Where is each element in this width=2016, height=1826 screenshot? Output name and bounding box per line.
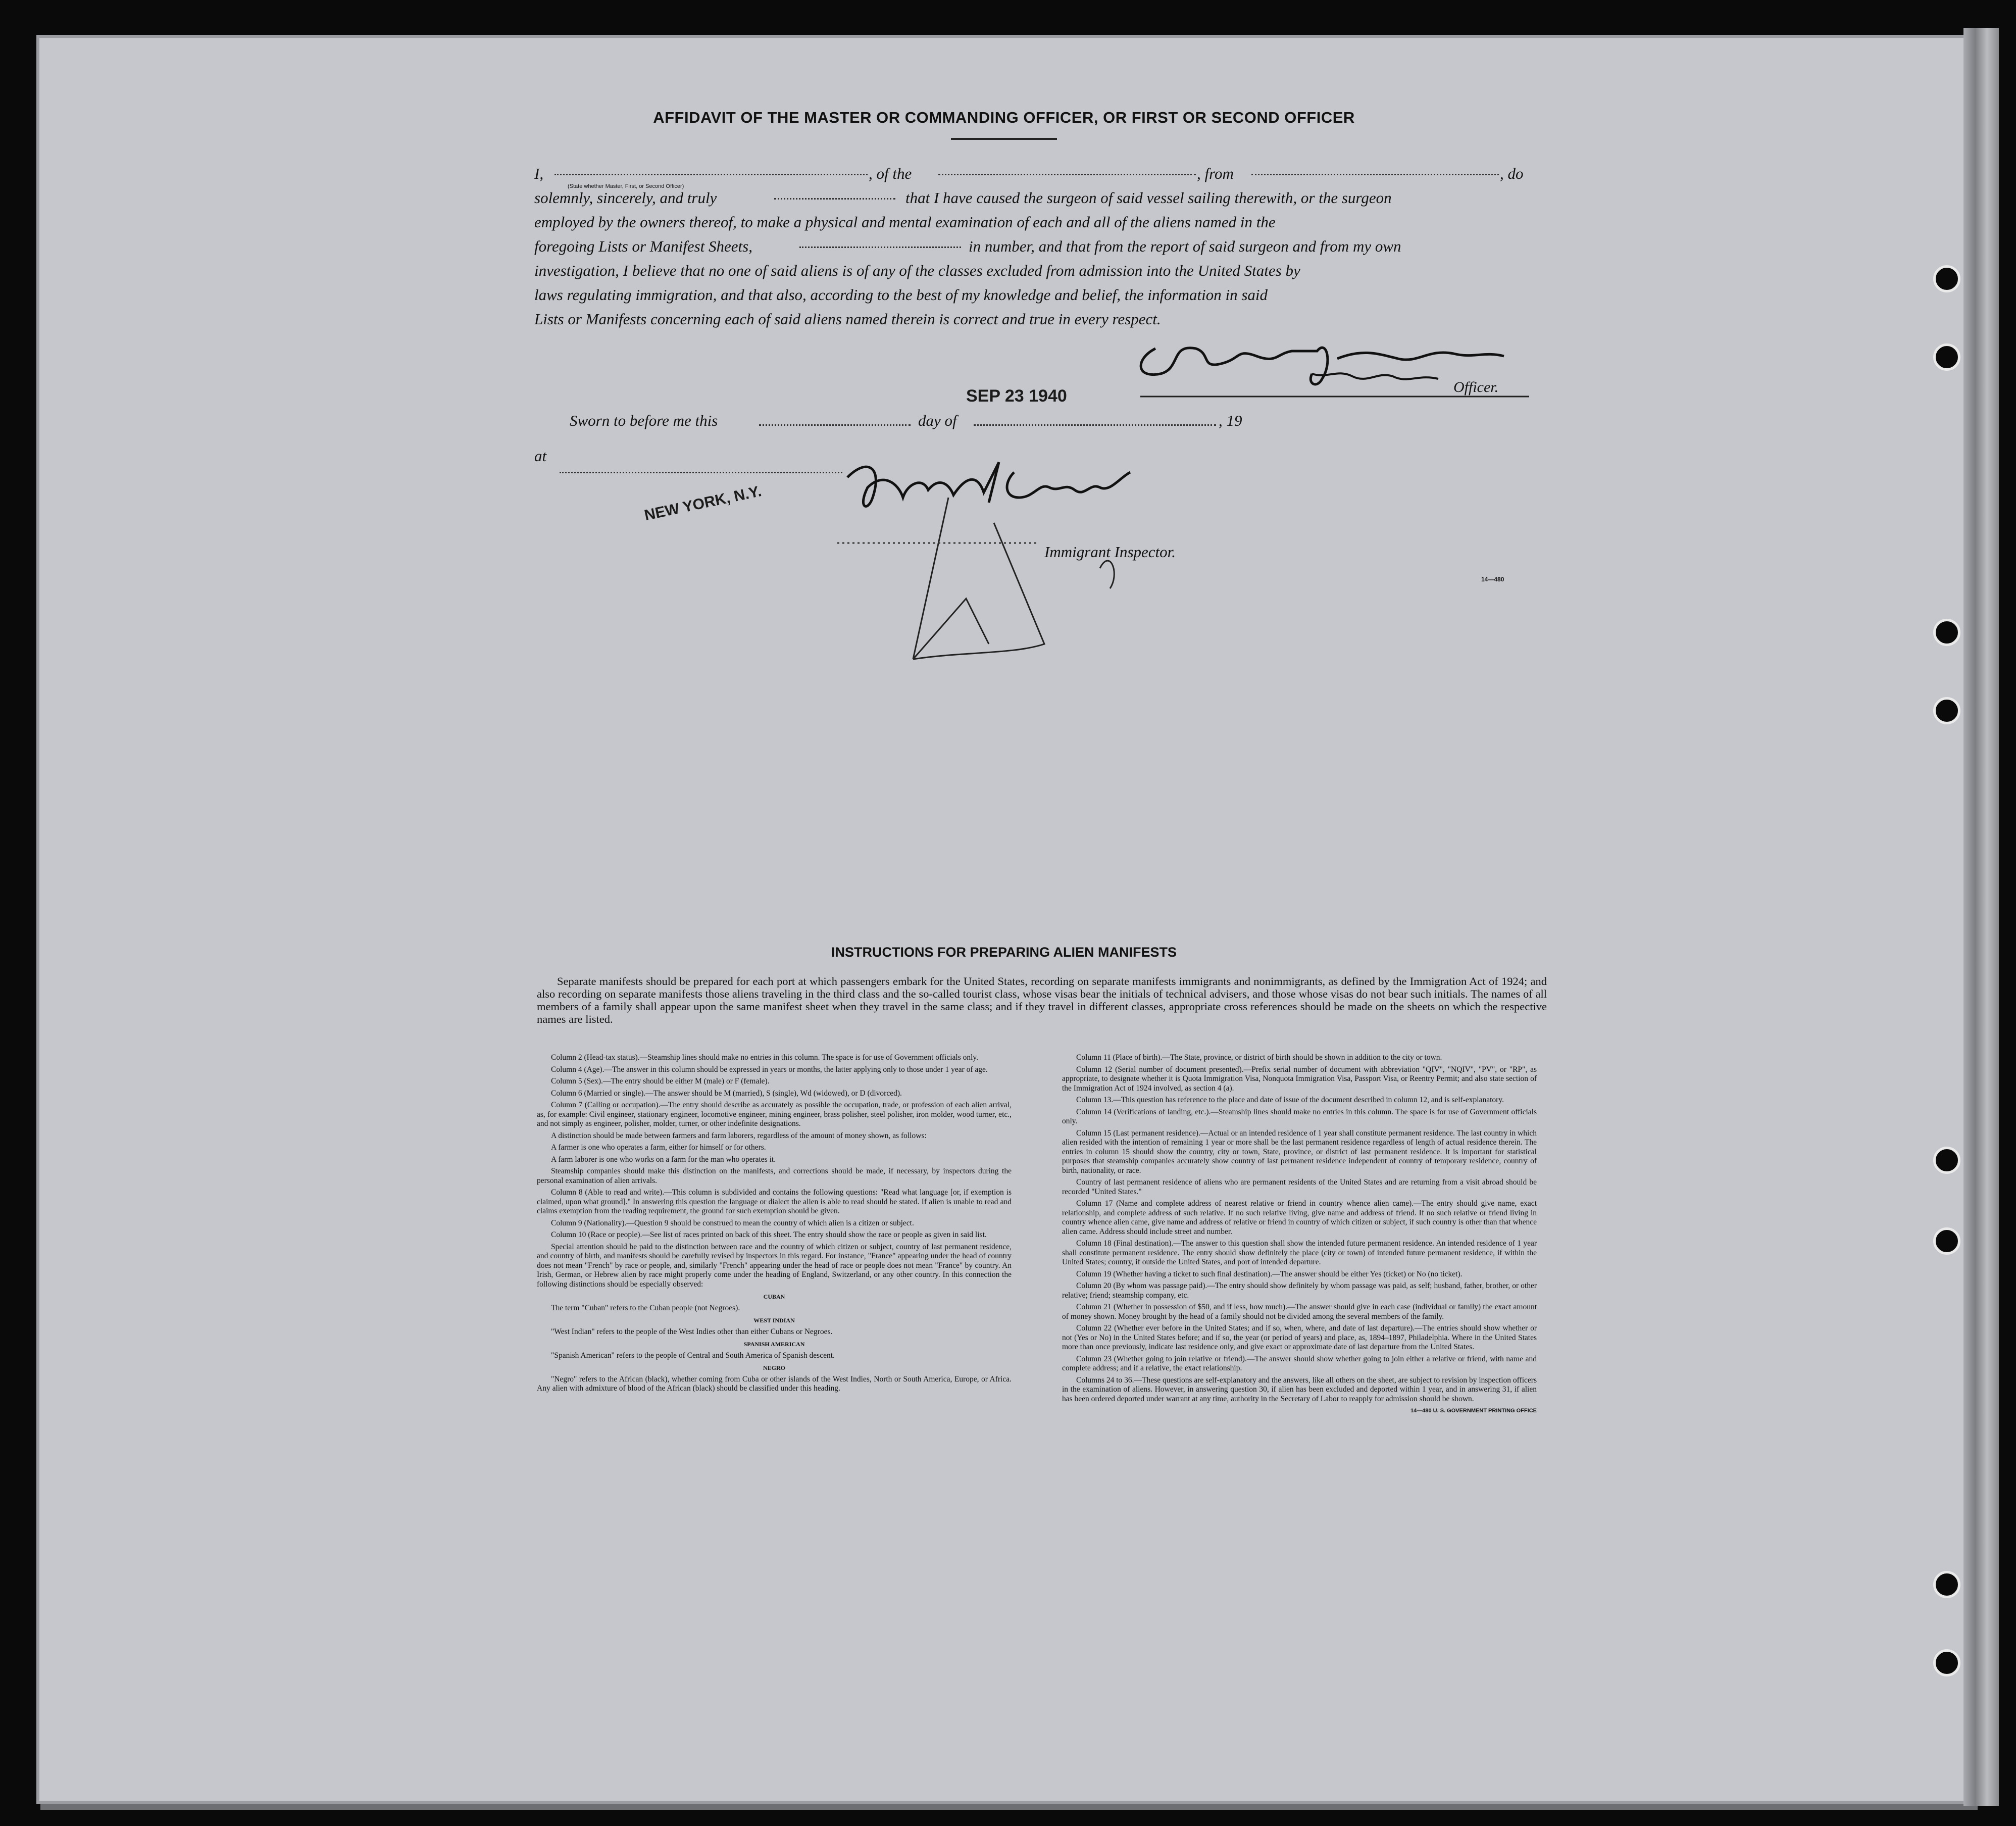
- instruction-paragraph: Column 11 (Place of birth).—The State, province, or district of birth should be shown in addition to the city or town.: [1076, 1053, 1442, 1062]
- instruction-paragraph: Column 8 (Able to read and write).—This column is subdivided and contains the following questions: "Read what language [or, if exemption is claimed, upon what ground]." In answering this question the language or dialect the alien is able to read should be stated. If alien is unable to read and claims exemption from the reading requirement, the ground for such exemption should be given.: [537, 1188, 1012, 1215]
- instruction-paragraph: Column 12 (Serial number of document presented).—Prefix serial number of document with abbreviation "QIV", "NQIV", "PV", or "RP", as appropriate, to designate whether it is Quota Immigration Visa, Nonquota Immigration Visa, Passport Visa, or Reentry Permit; and also state section of the Immigration Act of 1924 involved, as section 4 (a).: [1062, 1065, 1537, 1093]
- instruction-paragraph: Columns 24 to 36.—These questions are self-explanatory and the answers, like all others on the sheet, are subject to revision by inspection officers in the examination of aliens. However, in answering question 30, if alien has been excluded and deported within 1 year, and in answering 31, if alien has been ordered deported under warrant at any time, authority in the Secretary of Labor to reapply for admission should be shown.: [1062, 1375, 1537, 1403]
- binder-hole-icon: [1933, 1147, 1960, 1174]
- instruction-paragraph: Column 5 (Sex).—The entry should be either M (male) or F (female).: [551, 1077, 770, 1085]
- affidavit-text: , do: [1500, 165, 1524, 182]
- instruction-paragraph: Special attention should be paid to the distinction between race and the country of which citizen or subject, country of last permanent residence, and country of birth, and manifests should be carefully revised by inspectors in this regard. For instance, "France" appearing under the head of country does not mean "French" by race or people, and, similarly "French" appearing under the head of race or people does not mean "France" by country. An Irish, German, or Hebrew alien by race might properly come under the heading of England, Switzerland, or any other country. In this connection the following distinctions should be especially observed:: [537, 1242, 1012, 1289]
- race-heading: SPANISH AMERICAN: [743, 1341, 805, 1348]
- race-heading: NEGRO: [763, 1364, 785, 1371]
- instruction-paragraph: Column 6 (Married or single).—The answer should be M (married), S (single), Wd (widowed), or D (divorced).: [551, 1089, 902, 1098]
- race-paragraph: The term "Cuban" refers to the Cuban people (not Negroes).: [551, 1303, 740, 1312]
- instruction-paragraph: A farmer is one who operates a farm, either for himself or for others.: [551, 1143, 766, 1152]
- binder-hole-icon: [1933, 343, 1960, 371]
- place-stamp: NEW YORK, N.Y.: [643, 482, 763, 524]
- date-stamp: SEP 23 1940: [966, 386, 1067, 406]
- affidavit-text: , of the: [869, 165, 912, 182]
- affidavit-text: investigation, I believe that no one of said aliens is of any of the classes excluded from admission into the United States by: [534, 262, 1300, 279]
- affidavit-text: laws regulating immigration, and that also, according to the best of my knowledge and belief, the information in said: [534, 286, 1268, 304]
- affidavit-line-3: [534, 210, 1544, 234]
- affidavit-line-5: [534, 259, 1544, 283]
- instruction-paragraph: Column 15 (Last permanent residence).—Actual or an intended residence of 1 year shall constitute permanent residence. The last country in which alien resided with the intention of remaining 1 year or more shall be the last permanent residence regardless of length of actual residence therein. The entries in column 15 should show the country, city or town, State, province, or district of last permanent residence. It is important for statistical purposes that steamship companies accurately show country of last permanent residence independent of country of temporary residence, country of birth, nationality, or race.: [1062, 1128, 1537, 1175]
- affidavit-line-2: [534, 186, 1544, 210]
- sworn-month-field: [974, 412, 1216, 430]
- officer-suffix: Officer.: [1453, 379, 1499, 396]
- instruction-paragraph: Column 22 (Whether ever before in the United States; and if so, when, where, and date of last departure).—The entries should show whether or not (Yes or No) in the United States before; and if so, the year (or period of years) and place, as, 1894–1897, Philadelphia. Where in the United States more than once previously, indicate last residence only, and give exact or approximate date of last departure from the United States.: [1062, 1324, 1537, 1351]
- instruction-paragraph: A distinction should be made between farmers and farm laborers, regardless of the amount of money shown, as follows:: [551, 1131, 927, 1140]
- binder-hole-icon: [1933, 1571, 1960, 1598]
- instruction-paragraph: Steamship companies should make this distinction on the manifests, and corrections should be made, if necessary, by inspectors during the personal examination of alien arrivals.: [537, 1167, 1012, 1185]
- affidavit-text: , from: [1197, 165, 1234, 182]
- affidavit-line-4: [534, 234, 1544, 259]
- affidavit-text: foregoing Lists or Manifest Sheets,: [534, 237, 752, 255]
- instruction-paragraph: Column 18 (Final destination).—The answer to this question shall show the intended future permanent residence. An intended residence of 1 year shall constitute permanent residence. The entry should show definitely the place (city or town) of intended future permanent residence, if within the United States; country, if outside the United States, and port of intended departure.: [1062, 1239, 1537, 1266]
- instruction-paragraph: Column 13.—This question has reference to the place and date of issue of the document described in column 12, and is self-explanatory.: [1076, 1096, 1504, 1104]
- inspector-label: Immigrant Inspector.: [1044, 543, 1176, 561]
- instruction-paragraph: Column 17 (Name and complete address of nearest relative or friend in country whence alien came).—The entry should give name, exact relationship, and complete address of such relative. If no such relative living, give name and address of friend. If no such relative or friend living in country whence alien came, give name and address of relative or friend in country of which citizen or subject, if such country is other than that whence alien came. Address should include street and number.: [1062, 1199, 1537, 1236]
- instruction-paragraph: Column 23 (Whether going to join relative or friend).—The answer should show whether going to join either a relative or friend, with name and complete address; and if a relative, the exact relationship.: [1062, 1354, 1537, 1372]
- sworn-line: [570, 412, 1277, 436]
- binder-hole-icon: [1933, 1227, 1960, 1255]
- instruction-paragraph: Column 19 (Whether having a ticket to such final destination).—The answer should be either Yes (ticket) or No (no ticket).: [1076, 1269, 1463, 1278]
- affidavit-body: [534, 162, 1544, 331]
- instruction-paragraph: Column 20 (By whom was passage paid).—The entry should show definitely by whom passage was paid, as self; husband, father, brother, or other relative; friend; steamship company, etc.: [1062, 1281, 1537, 1300]
- instruction-paragraph: Country of last permanent residence of aliens who are permanent residents of the United States and are returning from a visit abroad should be recorded "United States.": [1062, 1178, 1537, 1196]
- sworn-text: , 19: [1219, 412, 1242, 429]
- affidavit-text: that I have caused the surgeon of said vessel sailing therewith, or the surgeon: [905, 189, 1392, 207]
- affidavit-line-7: [534, 307, 1544, 331]
- affidavit-line-6: [534, 283, 1544, 307]
- affidavit-text: solemnly, sincerely, and truly: [534, 189, 717, 207]
- affidavit-line-1: [534, 162, 1544, 186]
- affidavit-text: in number, and that from the report of said surgeon and from my own: [969, 237, 1401, 255]
- race-paragraph: "Negro" refers to the African (black), whether coming from Cuba or other islands of the West Indies, North or South America, Europe, or Africa. Any alien with admixture of blood of the African (black) should be classified under this heading.: [537, 1374, 1012, 1393]
- at-label: at: [534, 447, 547, 465]
- race-paragraph: "Spanish American" refers to the people of Central and South America of Spanish descent.: [551, 1351, 835, 1360]
- instruction-paragraph: Column 2 (Head-tax status).—Steamship lines should make no entries in this column. The space is for use of Government officials only.: [551, 1053, 979, 1062]
- title-rule: [951, 138, 1057, 140]
- binder-hole-icon: [1933, 697, 1960, 724]
- binder-hole-icon: [1933, 265, 1960, 292]
- instructions-title: INSTRUCTIONS FOR PREPARING ALIEN MANIFESTS: [831, 945, 1177, 960]
- stacked-page-edges: [1963, 28, 1999, 1806]
- affidavit-text: I,: [534, 165, 544, 182]
- affidavit-title: AFFIDAVIT OF THE MASTER OR COMMANDING OFFICER, OR FIRST OR SECOND OFFICER: [653, 109, 1355, 126]
- sworn-day-field: [759, 412, 911, 430]
- instruction-paragraph: Column 9 (Nationality).—Question 9 should be construed to mean the country of which alien is a citizen or subject.: [551, 1218, 914, 1227]
- binder-hole-icon: [1933, 1649, 1960, 1676]
- instruction-paragraph: Column 4 (Age).—The answer in this column should be expressed in years or months, the latter applying only to those under 1 year of age.: [551, 1065, 988, 1074]
- instruction-paragraph: Column 14 (Verifications of landing, etc.).—Steamship lines should make no entries in this column. The space is for use of Government officials only.: [1062, 1107, 1537, 1125]
- printing-office-footer: 14—480 U. S. GOVERNMENT PRINTING OFFICE: [1410, 1408, 1537, 1414]
- instruction-paragraph: A farm laborer is one who works on a farm for the man who operates it.: [551, 1155, 776, 1164]
- sworn-text: day of: [918, 412, 957, 429]
- officer-note: (State whether Master, First, or Second Officer): [568, 183, 684, 189]
- instructions-intro: Separate manifests should be prepared for each port at which passengers embark for the United States, recording on separate manifests immigrants and nonimmigrants, as defined by the Immigration Act of 1924; and also recording on separate manifests those aliens traveling in the third class and the so-called tourist class, whose visas bear the initials of technical advisers, and those whose visas do not bear such initials. The names of all members of a family shall appear upon the same manifest sheet when they travel in the same class; and if they travel in different classes, appropriate cross references should be made on the sheets on which the respective names are listed.: [537, 975, 1547, 1025]
- instruction-paragraph: Column 7 (Calling or occupation).—The entry should describe as accurately as possible the occupation, trade, or profession of each alien arrival, as, for example: Civil engineer, stationary engineer, locomotive engineer, mining engineer, brass polisher, steel polisher, iron molder, wood turner, etc., and not simply as engineer, polisher, molder, turner, or other indefinite designations.: [537, 1101, 1012, 1128]
- instructions-left-column: [537, 1053, 1012, 1396]
- form-number: 14—480: [1481, 576, 1504, 583]
- race-heading: WEST INDIAN: [753, 1317, 795, 1324]
- manifest-page: [39, 38, 1969, 1801]
- instruction-paragraph: Column 10 (Race or people).—See list of races printed on back of this sheet. The entry should show the race or people as given in said list.: [551, 1230, 987, 1239]
- inspector-signature-icon: [837, 447, 1191, 679]
- affidavit-text: employed by the owners thereof, to make a physical and mental examination of each and all of the aliens named in the: [534, 213, 1276, 231]
- instruction-paragraph: Column 21 (Whether in possession of $50, and if less, how much).—The answer should give in each case (individual or family) the exact amount of money shown. Money brought by the head of a family should not be divided among the several members of the family.: [1062, 1303, 1537, 1321]
- race-heading: CUBAN: [763, 1293, 785, 1300]
- race-paragraph: "West Indian" refers to the people of the West Indies other than either Cubans or Negroes.: [551, 1327, 833, 1336]
- instructions-right-column: [1062, 1053, 1537, 1418]
- sworn-text: Sworn to before me this: [570, 412, 718, 429]
- at-place-field: [560, 460, 842, 473]
- affidavit-text: Lists or Manifests concerning each of said aliens named therein is correct and true in every respect.: [534, 310, 1161, 328]
- binder-hole-icon: [1933, 619, 1960, 646]
